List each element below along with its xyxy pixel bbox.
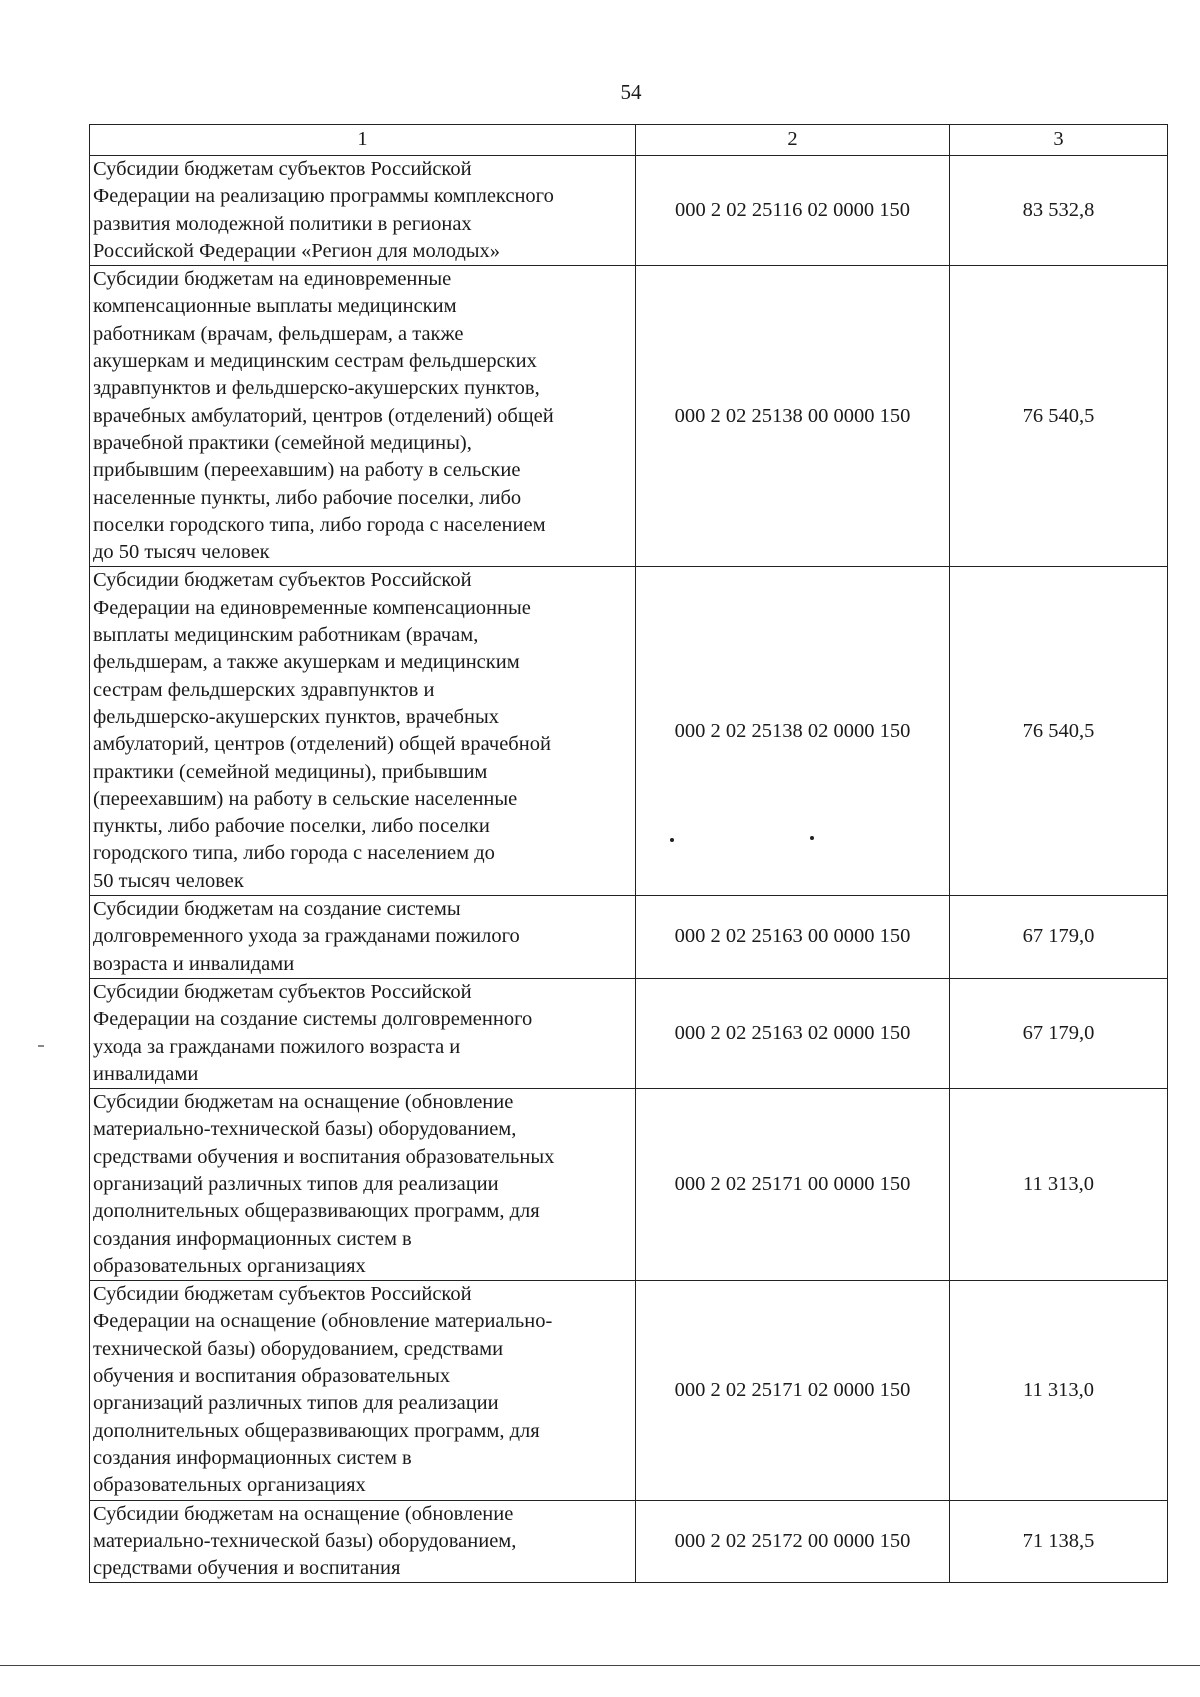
name-line: врачебной практики (семейной медицины), [93, 431, 472, 454]
name-line: работникам (врачам, фельдшерам, а также [93, 322, 464, 345]
name-line: 50 тысяч человек [93, 869, 244, 892]
name-line: (переехавшим) на работу в сельские населенные [93, 787, 518, 810]
name-line: Субсидии бюджетам субъектов Российской [93, 569, 472, 592]
name-line: Субсидии бюджетам субъектов Российской [93, 158, 472, 180]
name-line: городского типа, либо города с населением до [93, 842, 495, 865]
row-name-cell [90, 978, 636, 1088]
row-code-cell: 000 2 02 25171 02 0000 150 [636, 1281, 950, 1500]
name-line: до 50 тысяч человек [93, 541, 270, 564]
name-line: выплаты медицинским работникам (врачам, [93, 624, 479, 647]
name-line: технической базы) оборудованием, средствами [93, 1337, 504, 1360]
name-line: поселки городского типа, либо города с населением [93, 513, 546, 536]
name-line: долговременного ухода за гражданами пожилого [93, 925, 520, 948]
name-line: населенные пункты, либо рабочие поселки, либо [93, 486, 522, 509]
name-line: фельдшерам, а также акушеркам и медицинским [93, 651, 520, 674]
table-row [90, 266, 1168, 567]
name-line: Федерации на реализацию программы комплексного [93, 185, 554, 208]
row-amount-cell: 71 138,5 [950, 1500, 1168, 1583]
name-line: Субсидии бюджетам на оснащение (обновление [93, 1091, 514, 1114]
name-line: фельдшерско-акушерских пунктов, врачебных [93, 705, 499, 728]
name-line: средствами обучения и воспитания образовательных [93, 1145, 555, 1168]
row-code-cell: 000 2 02 25163 00 0000 150 [636, 896, 950, 979]
table-row [90, 1089, 1168, 1281]
name-line: образовательных организациях [93, 1254, 366, 1277]
row-name-cell [90, 1500, 636, 1583]
name-line: амбулаторий, центров (отделений) общей врачебной [93, 733, 551, 756]
name-line: дополнительных общеразвивающих программ, для [93, 1200, 540, 1223]
table-row [90, 978, 1168, 1088]
name-line: Субсидии бюджетам субъектов Российской [93, 980, 472, 1003]
row-amount-cell: 67 179,0 [950, 978, 1168, 1088]
name-line: средствами обучения и воспитания [93, 1557, 401, 1580]
table-row [90, 567, 1168, 896]
name-line: организаций различных типов для реализации [93, 1392, 499, 1415]
name-line: образовательных организациях [93, 1474, 366, 1497]
row-amount-cell: 67 179,0 [950, 896, 1168, 979]
table-row [90, 156, 1168, 266]
row-name-cell [90, 1089, 636, 1281]
table-row [90, 1281, 1168, 1500]
scan-speck [670, 838, 674, 842]
name-line: возраста и инвалидами [93, 952, 295, 975]
name-line: пункты, либо рабочие поселки, либо поселки [93, 815, 490, 838]
name-line: Федерации на оснащение (обновление материально- [93, 1310, 553, 1333]
row-amount-cell: 83 532,8 [950, 156, 1168, 266]
name-line: компенсационные выплаты медицинским [93, 295, 457, 318]
row-code-cell: 000 2 02 25138 00 0000 150 [636, 266, 950, 567]
row-name-cell [90, 1281, 636, 1500]
table-row [90, 896, 1168, 979]
scan-speck [810, 836, 814, 840]
footer-rule [0, 1665, 1200, 1666]
name-line: ухода за гражданами пожилого возраста и [93, 1035, 461, 1058]
row-name-cell [90, 567, 636, 896]
row-amount-cell: 11 313,0 [950, 1281, 1168, 1500]
row-code-cell: 000 2 02 25172 00 0000 150 [636, 1500, 950, 1583]
name-line: обучения и воспитания образовательных [93, 1365, 451, 1388]
header-col-2: 2 [636, 125, 950, 156]
row-code-cell: 000 2 02 25163 02 0000 150 [636, 978, 950, 1088]
name-line: Российской Федерации «Регион для молодых» [93, 239, 501, 262]
row-amount-cell: 76 540,5 [950, 567, 1168, 896]
table-row [90, 1500, 1168, 1583]
name-line: акушеркам и медицинским сестрам фельдшерских [93, 350, 537, 373]
name-line: инвалидами [93, 1062, 199, 1085]
name-line: дополнительных общеразвивающих программ, для [93, 1419, 540, 1442]
name-line: материально-технической базы) оборудованием, [93, 1529, 517, 1552]
page-number: 54 [620, 80, 642, 104]
table-body [90, 156, 1168, 1583]
row-amount-cell: 11 313,0 [950, 1089, 1168, 1281]
row-code-cell: 000 2 02 25138 02 0000 150 [636, 567, 950, 896]
name-line: создания информационных систем в [93, 1446, 412, 1469]
name-line: сестрам фельдшерских здравпунктов и [93, 678, 435, 701]
name-line: Субсидии бюджетам субъектов Российской [93, 1283, 472, 1306]
row-name-cell [90, 896, 636, 979]
name-line: Субсидии бюджетам на создание системы [93, 898, 461, 921]
name-line: Федерации на создание системы долговременного [93, 1008, 533, 1031]
margin-mark [38, 1045, 44, 1047]
name-line: врачебных амбулаторий, центров (отделений) общей [93, 404, 554, 427]
header-col-3: 3 [950, 125, 1168, 156]
name-line: прибывшим (переехавшим) на работу в сельские [93, 459, 521, 482]
name-line: практики (семейной медицины), прибывшим [93, 760, 488, 783]
name-line: материально-технической базы) оборудованием, [93, 1118, 517, 1141]
name-line: Федерации на единовременные компенсационные [93, 596, 531, 619]
budget-table [89, 124, 1168, 1583]
name-line: организаций различных типов для реализации [93, 1172, 499, 1195]
name-line: здравпунктов и фельдшерско-акушерских пунктов, [93, 377, 540, 400]
table-header-row [90, 125, 1168, 156]
name-line: Субсидии бюджетам на единовременные [93, 268, 452, 291]
row-name-cell [90, 266, 636, 567]
row-amount-cell: 76 540,5 [950, 266, 1168, 567]
row-name-cell [90, 156, 636, 266]
name-line: Субсидии бюджетам на оснащение (обновление [93, 1502, 514, 1525]
row-code-cell: 000 2 02 25116 02 0000 150 [636, 156, 950, 266]
name-line: развития молодежной политики в регионах [93, 212, 472, 235]
header-col-1: 1 [90, 125, 636, 156]
name-line: создания информационных систем в [93, 1227, 412, 1250]
row-code-cell: 000 2 02 25171 00 0000 150 [636, 1089, 950, 1281]
